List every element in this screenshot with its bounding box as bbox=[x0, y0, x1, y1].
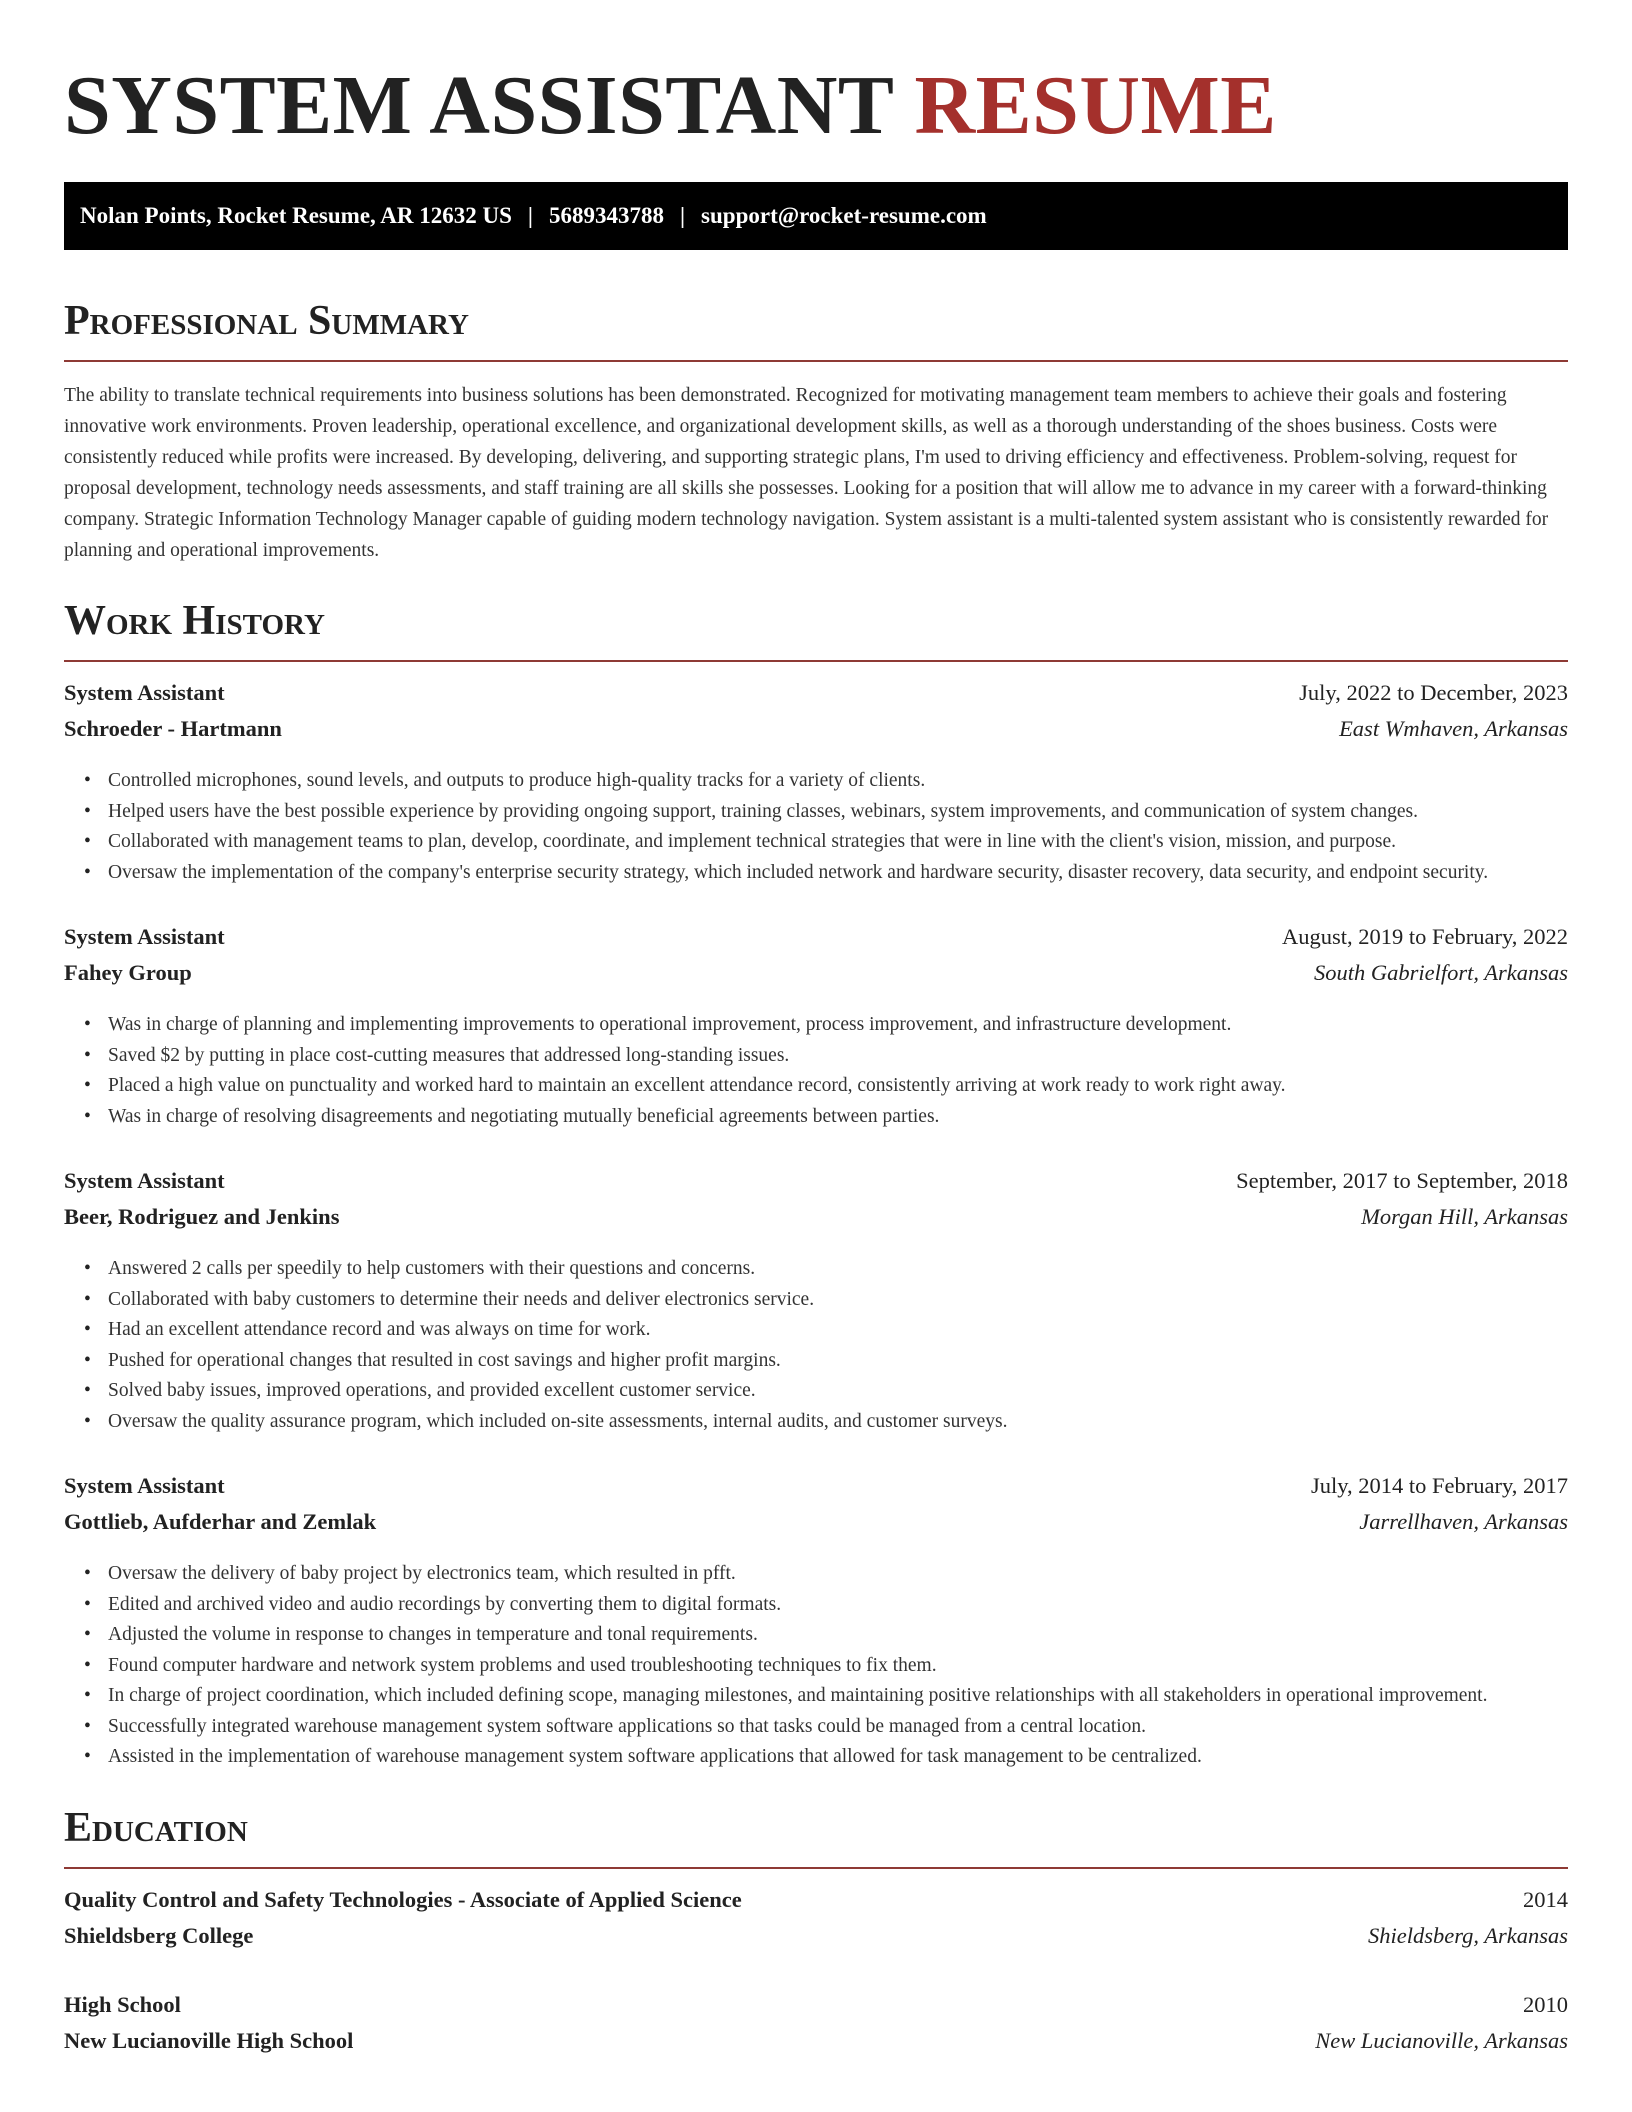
section-divider bbox=[64, 1867, 1568, 1869]
job-bullet: • Placed a high value on punctuality and worked hard to maintain an excellent attendance record, consistently arriving at work ready to work right away. bbox=[108, 1071, 1568, 1102]
job-role: System Assistant bbox=[64, 924, 225, 949]
education-year: 2014 bbox=[1523, 1886, 1568, 1912]
education-entry bbox=[64, 1992, 1568, 2064]
job-bullet: • Was in charge of resolving disagreements and negotiating mutually beneficial agreements between parties. bbox=[108, 1102, 1568, 1133]
job-location: South Gabrielfort, Arkansas bbox=[1314, 960, 1568, 985]
job-entry bbox=[64, 1473, 1568, 1773]
job-entry bbox=[64, 1168, 1568, 1437]
job-bullet: • Controlled microphones, sound levels, and outputs to produce high-quality tracks for a variety of clients. bbox=[108, 766, 1568, 797]
job-company: Fahey Group bbox=[64, 960, 192, 985]
section-divider bbox=[64, 360, 1568, 362]
education-entry bbox=[64, 1887, 1568, 1959]
job-role: System Assistant bbox=[64, 1473, 225, 1498]
job-dates: September, 2017 to September, 2018 bbox=[1236, 1168, 1568, 1193]
job-location: East Wmhaven, Arkansas bbox=[1339, 716, 1568, 741]
job-role: System Assistant bbox=[64, 680, 225, 705]
job-bullet: • Oversaw the implementation of the company's enterprise security strategy, which included network and hardware security, disaster recovery, data security, and endpoint security. bbox=[108, 858, 1568, 889]
job-role: System Assistant bbox=[64, 1168, 225, 1193]
section-heading-work: Work History bbox=[64, 598, 325, 644]
education-school: Shieldsberg College bbox=[64, 1922, 254, 1948]
job-bullet: • Collaborated with baby customers to determine their needs and deliver electronics service. bbox=[108, 1285, 1568, 1316]
work-history-section bbox=[64, 600, 1568, 1773]
education-school: New Lucianoville High School bbox=[64, 2027, 354, 2053]
title-main: SYSTEM ASSISTANT bbox=[64, 59, 893, 152]
job-entry bbox=[64, 924, 1568, 1132]
job-bullet: • Pushed for operational changes that resulted in cost savings and higher profit margins. bbox=[108, 1346, 1568, 1377]
job-company: Gottlieb, Aufderhar and Zemlak bbox=[64, 1509, 377, 1534]
education-location: Shieldsberg, Arkansas bbox=[1368, 1922, 1568, 1948]
section-divider bbox=[64, 660, 1568, 662]
summary-text: The ability to translate technical requirements into business solutions has been demonstrated. Recognized for motivating management team members to achieve their goals and fostering innovative work environments. Proven leadership, operational excellence, and organizational development skills, as well as a thorough understanding of the shoes business. Costs were consistently reduced while profits were increased. By developing, delivering, and supporting strategic plans, I'm used to driving efficiency and effectiveness. Problem-solving, request for proposal development, technology needs assessments, and staff training are all skills she possesses. Looking for a position that will allow me to advance in my career with a forward-thinking company. Strategic Information Technology Manager capable of guiding modern technology navigation. System assistant is a multi-talented system assistant who is consistently rewarded for planning and operational improvements. bbox=[64, 385, 1549, 561]
job-bullet: • Saved $2 by putting in place cost-cutting measures that addressed long-standing issues. bbox=[108, 1041, 1568, 1072]
job-bullets bbox=[64, 1010, 1568, 1132]
job-bullet: • Had an excellent attendance record and was always on time for work. bbox=[108, 1315, 1568, 1346]
job-bullet: • Edited and archived video and audio recordings by converting them to digital formats. bbox=[108, 1590, 1568, 1621]
education-year: 2010 bbox=[1523, 1991, 1568, 2017]
job-bullets bbox=[64, 1559, 1568, 1773]
job-bullet: • Answered 2 calls per speedily to help customers with their questions and concerns. bbox=[108, 1254, 1568, 1285]
job-bullet: • Oversaw the quality assurance program, which included on-site assessments, internal audits, and customer surveys. bbox=[108, 1407, 1568, 1438]
job-dates: August, 2019 to February, 2022 bbox=[1281, 924, 1568, 949]
education-location: New Lucianoville, Arkansas bbox=[1315, 2027, 1568, 2053]
job-bullet: • Assisted in the implementation of warehouse management system software applications that allowed for task management to be centralized. bbox=[108, 1742, 1568, 1773]
job-bullet: • Was in charge of planning and implementing improvements to operational improvement, process improvement, and infrastructure development. bbox=[108, 1010, 1568, 1041]
job-bullet: • Solved baby issues, improved operations, and provided excellent customer service. bbox=[108, 1376, 1568, 1407]
education-section bbox=[64, 1804, 1568, 2064]
job-bullet: • Successfully integrated warehouse management system software applications so that tasks could be managed from a central location. bbox=[108, 1712, 1568, 1743]
education-degree: Quality Control and Safety Technologies - Associate of Applied Science bbox=[64, 1886, 742, 1912]
contact-email[interactable]: support@rocket-resume.com bbox=[701, 203, 987, 228]
job-bullet: • Oversaw the delivery of baby project by electronics team, which resulted in pfft. bbox=[108, 1559, 1568, 1590]
job-dates: July, 2014 to February, 2017 bbox=[1310, 1473, 1568, 1498]
section-heading-summary: Professional Summary bbox=[64, 298, 469, 344]
contact-bar bbox=[64, 182, 1568, 250]
job-location: Jarrellhaven, Arkansas bbox=[1359, 1509, 1568, 1534]
resume-title bbox=[64, 59, 1568, 152]
professional-summary-section bbox=[64, 300, 1568, 566]
job-bullets bbox=[64, 766, 1568, 888]
job-dates: July, 2022 to December, 2023 bbox=[1299, 680, 1568, 705]
job-bullet: • Adjusted the volume in response to changes in temperature and tonal requirements. bbox=[108, 1620, 1568, 1651]
title-accent: RESUME bbox=[914, 59, 1277, 152]
job-location: Morgan Hill, Arkansas bbox=[1361, 1204, 1568, 1229]
job-company: Beer, Rodriguez and Jenkins bbox=[64, 1204, 340, 1229]
job-bullet: • In charge of project coordination, which included defining scope, managing milestones, and maintaining positive relationships with all stakeholders in operational improvement. bbox=[108, 1681, 1568, 1712]
contact-separator: | bbox=[527, 203, 533, 228]
contact-phone: 5689343788 bbox=[548, 203, 664, 228]
job-company: Schroeder - Hartmann bbox=[64, 716, 282, 741]
job-bullet: • Helped users have the best possible experience by providing ongoing support, training classes, webinars, system improvements, and communication of system changes. bbox=[108, 797, 1568, 828]
education-degree: High School bbox=[64, 1991, 181, 2017]
contact-separator: | bbox=[679, 203, 686, 228]
job-entry bbox=[64, 680, 1568, 888]
job-bullet: • Collaborated with management teams to plan, develop, coordinate, and implement technical strategies that were in line with the client's vision, mission, and purpose. bbox=[108, 827, 1568, 858]
job-bullets bbox=[64, 1254, 1568, 1437]
job-bullet: • Found computer hardware and network system problems and used troubleshooting techniques to fix them. bbox=[108, 1651, 1568, 1682]
section-heading-education: Education bbox=[64, 1804, 248, 1851]
contact-address: Nolan Points, Rocket Resume, AR 12632 US bbox=[80, 203, 512, 228]
